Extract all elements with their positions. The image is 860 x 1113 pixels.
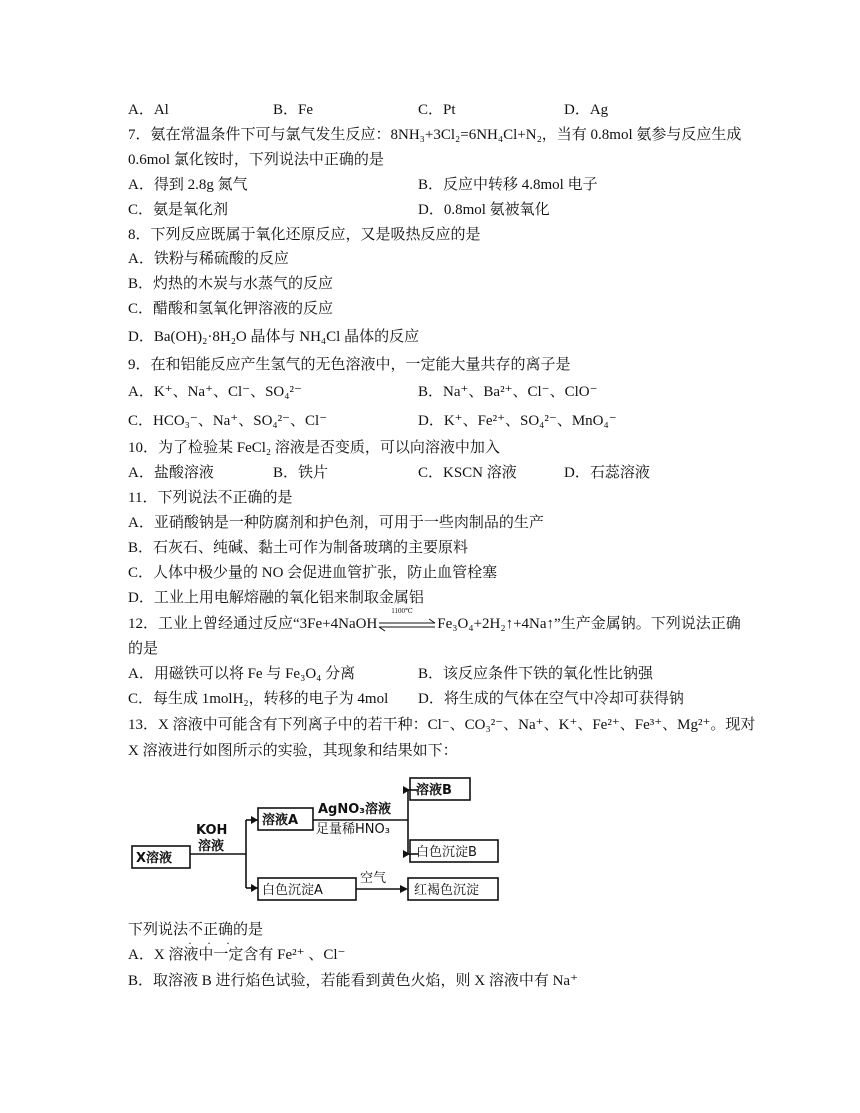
q12-condition: 1100℃ bbox=[391, 606, 413, 615]
q8-option-a: A．铁粉与稀硫酸的反应 bbox=[128, 251, 289, 267]
q12-stem-pre: 12．工业上曾经通过反应“3Fe+4NaOH bbox=[128, 616, 378, 632]
q9-option-b: B．Na⁺、Ba²⁺、Cl⁻、ClO⁻ bbox=[418, 384, 598, 400]
label-reagent-koh: KOH bbox=[196, 823, 228, 838]
q13-stem-line2: X 溶液进行如图所示的实验，其现象和结果如下： bbox=[128, 743, 458, 759]
q10-option-c: C．KSCN 溶液 bbox=[418, 465, 517, 481]
q13-question bbox=[128, 920, 264, 950]
q12-option-b: B．该反应条件下铁的氧化性比钠强 bbox=[418, 666, 654, 682]
q13-option-a: A．X 溶液中一定含有 Fe²⁺ 、Cl⁻ bbox=[128, 947, 346, 963]
q13-stem-line1: 13．X 溶液中可能含有下列离子中的若干种：Cl⁻、CO₃²⁻、Na⁺、K⁺、Fe²⁺、Fe³⁺、Mg²⁺。现对 bbox=[128, 717, 756, 733]
q10-option-d: D．石蕊溶液 bbox=[564, 465, 650, 481]
label-solution-b: 溶液B bbox=[416, 783, 452, 798]
q7-stem-line2: 0.6mol 氯化铵时，下列说法中正确的是 bbox=[128, 152, 384, 168]
emphasis-dots: · · · bbox=[188, 936, 236, 950]
q11-option-c: C．人体中极少量的 NO 会促进血管扩张，防止血管栓塞 bbox=[128, 565, 498, 581]
label-red-brown-precipitate: 红褐色沉淀 bbox=[414, 883, 480, 898]
q6-option-a: A．Al bbox=[128, 102, 169, 118]
q12-stem-line2: 的是 bbox=[128, 641, 159, 657]
q6-option-c: C．Pt bbox=[418, 102, 456, 118]
q13-question-text: 下列说法不正确的是 bbox=[128, 922, 264, 938]
q11-option-b: B．石灰石、纯碱、黏土可作为制备玻璃的主要原料 bbox=[128, 540, 469, 556]
label-white-precipitate-b: 白色沉淀B bbox=[416, 845, 477, 860]
q10-option-a: A．盐酸溶液 bbox=[128, 465, 214, 481]
q12-option-a: A．用磁铁可以将 Fe 与 Fe₃O₄ 分离 bbox=[128, 666, 356, 682]
q12-stem-line1 bbox=[128, 606, 741, 634]
q11-option-d: D．工业上用电解熔融的氧化铝来制取金属铝 bbox=[128, 590, 424, 606]
label-white-precipitate-a: 白色沉淀A bbox=[262, 883, 323, 898]
label-reagent-hno3: 足量稀HNO₃ bbox=[316, 822, 390, 837]
q7-option-d: D．0.8mol 氨被氧化 bbox=[418, 202, 550, 218]
q10-stem: 10．为了检验某 FeCl₂ 溶液是否变质，可以向溶液中加入 bbox=[128, 440, 500, 456]
q8-option-b: B．灼热的木炭与水蒸气的反应 bbox=[128, 276, 334, 292]
q6-option-d: D．Ag bbox=[564, 102, 609, 118]
q8-option-c: C．醋酸和氢氧化钾溶液的反应 bbox=[128, 301, 334, 317]
q11-option-a: A．亚硝酸钠是一种防腐剂和护色剂，可用于一些肉制品的生产 bbox=[128, 515, 544, 531]
label-reagent-koh-solution: 溶液 bbox=[198, 839, 225, 854]
q7-option-b: B．反应中转移 4.8mol 电子 bbox=[418, 177, 598, 193]
q9-option-a: A．K⁺、Na⁺、Cl⁻、SO₄²⁻ bbox=[128, 384, 302, 400]
q13-option-b: B．取溶液 B 进行焰色试验，若能看到黄色火焰，则 X 溶液中有 Na⁺ bbox=[128, 973, 579, 989]
label-solution-a: 溶液A bbox=[262, 813, 299, 828]
label-x-solution: X溶液 bbox=[136, 851, 173, 866]
q10-option-b: B．铁片 bbox=[273, 465, 329, 481]
q9-stem: 9．在和铝能反应产生氢气的无色溶液中，一定能大量共存的离子是 bbox=[128, 357, 571, 373]
q12-option-d: D．将生成的气体在空气中冷却可获得钠 bbox=[418, 691, 684, 707]
q7-option-a: A．得到 2.8g 氮气 bbox=[128, 177, 248, 193]
reversible-arrow-icon bbox=[377, 606, 437, 632]
q6-option-b: B．Fe bbox=[273, 102, 314, 118]
experiment-flow-diagram bbox=[120, 768, 520, 910]
q12-stem-post: Fe₃O₄+2H₂↑+4Na↑”生产金属钠。下列说法正确 bbox=[437, 616, 741, 632]
q9-option-c: C．HCO₃⁻、Na⁺、SO₄²⁻、Cl⁻ bbox=[128, 413, 328, 429]
q9-option-d: D．K⁺、Fe²⁺、SO₄²⁻、MnO₄⁻ bbox=[418, 413, 617, 429]
q8-stem: 8．下列反应既属于氧化还原反应，又是吸热反应的是 bbox=[128, 227, 481, 243]
q7-option-c: C．氨是氧化剂 bbox=[128, 202, 229, 218]
q12-option-c: C．每生成 1molH₂，转移的电子为 4mol bbox=[128, 691, 389, 707]
label-air: 空气 bbox=[360, 871, 387, 886]
q8-option-d: D．Ba(OH)₂·8H₂O 晶体与 NH₄Cl 晶体的反应 bbox=[128, 329, 420, 345]
q7-stem-line1: 7．氨在常温条件下可与氯气发生反应：8NH₃+3Cl₂=6NH₄Cl+N₂，当有 0.8mol 氨参与反应生成 bbox=[128, 127, 742, 143]
label-reagent-agno3: AgNO₃溶液 bbox=[318, 802, 391, 817]
q11-stem: 11．下列说法不正确的是 bbox=[128, 490, 293, 506]
